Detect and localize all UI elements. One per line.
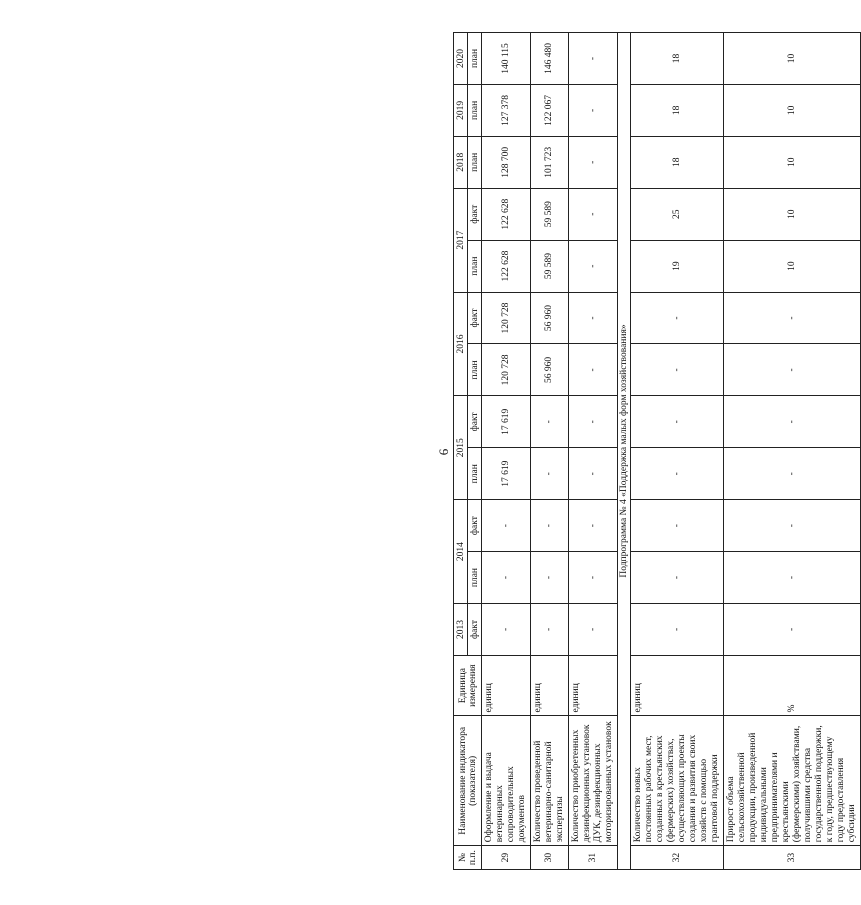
value-cell: 146 480 [531,33,569,85]
value-cell: - [724,396,861,448]
col-header-fact: факт [468,604,482,656]
value-cell: 10 [724,188,861,240]
value-cell: 17 619 [482,448,531,500]
row-num: 29 [482,846,531,870]
row-unit: единиц [531,655,569,716]
value-cell: - [724,292,861,344]
value-cell: 120 728 [482,344,531,396]
col-header-year: 2014 [454,500,468,604]
value-cell: - [569,500,618,552]
value-cell: - [631,500,724,552]
value-cell: 25 [631,188,724,240]
value-cell: - [631,604,724,656]
value-cell: 18 [631,84,724,136]
value-cell: - [724,552,861,604]
value-cell: - [531,500,569,552]
col-header-year: 2013 [454,604,468,656]
value-cell: 18 [631,136,724,188]
row-name: Количество новых постоянных рабочих мест, созданных в крестьянских (фермерских) хозяйствах, осуществляющих проекты создания и развития своих хозяйств с помощью грантовой поддержки [631,716,724,846]
col-header-year: 2016 [454,292,468,396]
value-cell: - [569,240,618,292]
value-cell: 10 [724,84,861,136]
col-header-num: № п.п. [454,846,482,870]
value-cell: - [531,552,569,604]
col-header-year: 2015 [454,396,468,500]
value-cell: - [569,136,618,188]
row-name: Оформление и выдача ветеринарных сопроводительных документов [482,716,531,846]
value-cell: - [569,604,618,656]
row-unit: единиц [482,655,531,716]
value-cell: 56 960 [531,344,569,396]
value-cell: 10 [724,136,861,188]
value-cell: 120 728 [482,292,531,344]
col-header-plan: план [468,33,482,85]
value-cell: 128 700 [482,136,531,188]
row-num: 30 [531,846,569,870]
value-cell: 140 115 [482,33,531,85]
value-cell: - [631,344,724,396]
page-number: 6 [436,448,451,456]
col-header-plan: план [468,240,482,292]
col-header-year: 2020 [454,33,468,85]
row-unit: единиц [569,655,618,716]
value-cell: 10 [724,240,861,292]
value-cell: - [531,448,569,500]
value-cell: - [631,396,724,448]
value-cell: - [569,552,618,604]
col-header-plan: план [468,84,482,136]
col-header-plan: план [468,136,482,188]
value-cell: - [569,292,618,344]
section-row [618,33,631,870]
value-cell: - [531,396,569,448]
value-cell: 101 723 [531,136,569,188]
value-cell: - [482,604,531,656]
value-cell: - [724,604,861,656]
indicator-table [453,32,861,870]
row-num: 31 [569,846,618,870]
row-unit: % [724,655,861,716]
value-cell: - [569,33,618,85]
table-row [531,33,569,870]
value-cell: 18 [631,33,724,85]
value-cell: 59 589 [531,240,569,292]
value-cell: - [482,500,531,552]
value-cell: - [569,448,618,500]
value-cell: - [724,500,861,552]
value-cell: 122 628 [482,240,531,292]
col-header-year: 2018 [454,136,468,188]
section-title: Подпрограмма № 4 «Поддержка малых форм хозяйствования» [618,33,631,870]
value-cell: - [482,552,531,604]
value-cell: 56 960 [531,292,569,344]
value-cell: - [631,448,724,500]
value-cell: - [724,448,861,500]
value-cell: 122 067 [531,84,569,136]
value-cell: - [631,552,724,604]
col-header-unit: Единица измерения [454,655,482,716]
col-header-fact: факт [468,292,482,344]
value-cell: - [569,84,618,136]
value-cell: 59 589 [531,188,569,240]
row-name: Прирост объема сельскохозяйственной продукции, произведенной индивидуальными предпринимателями и крестьянскими (фермерскими) хозяйствами, получившими средства государственной поддержки, к году, предшествующему году предоставления субсидии [724,716,861,846]
value-cell: - [569,188,618,240]
row-num: 32 [631,846,724,870]
col-header-year: 2019 [454,84,468,136]
value-cell: 122 628 [482,188,531,240]
table-row [724,33,861,870]
value-cell: 17 619 [482,396,531,448]
value-cell: 10 [724,33,861,85]
value-cell: 19 [631,240,724,292]
col-header-plan: план [468,552,482,604]
table-row [482,33,531,870]
col-header-plan: план [468,344,482,396]
value-cell: - [631,292,724,344]
value-cell: - [531,604,569,656]
col-header-year: 2017 [454,188,468,292]
value-cell: - [724,344,861,396]
col-header-fact: факт [468,188,482,240]
table-row [631,33,724,870]
row-num: 33 [724,846,861,870]
header-row-years [454,33,468,870]
col-header-plan: план [468,448,482,500]
row-name: Количество проведенной ветеринарно-санитарной экспертизы [531,716,569,846]
value-cell: - [569,344,618,396]
row-name: Количество приобретенных дезинфекционных установок ДУК, дезинфекционных моторизированных установок [569,716,618,846]
col-header-name: Наименование индикатора (показателя) [454,716,482,846]
value-cell: - [569,396,618,448]
row-unit: единиц [631,655,724,716]
col-header-fact: факт [468,396,482,448]
table-row [569,33,618,870]
col-header-fact: факт [468,500,482,552]
value-cell: 127 378 [482,84,531,136]
